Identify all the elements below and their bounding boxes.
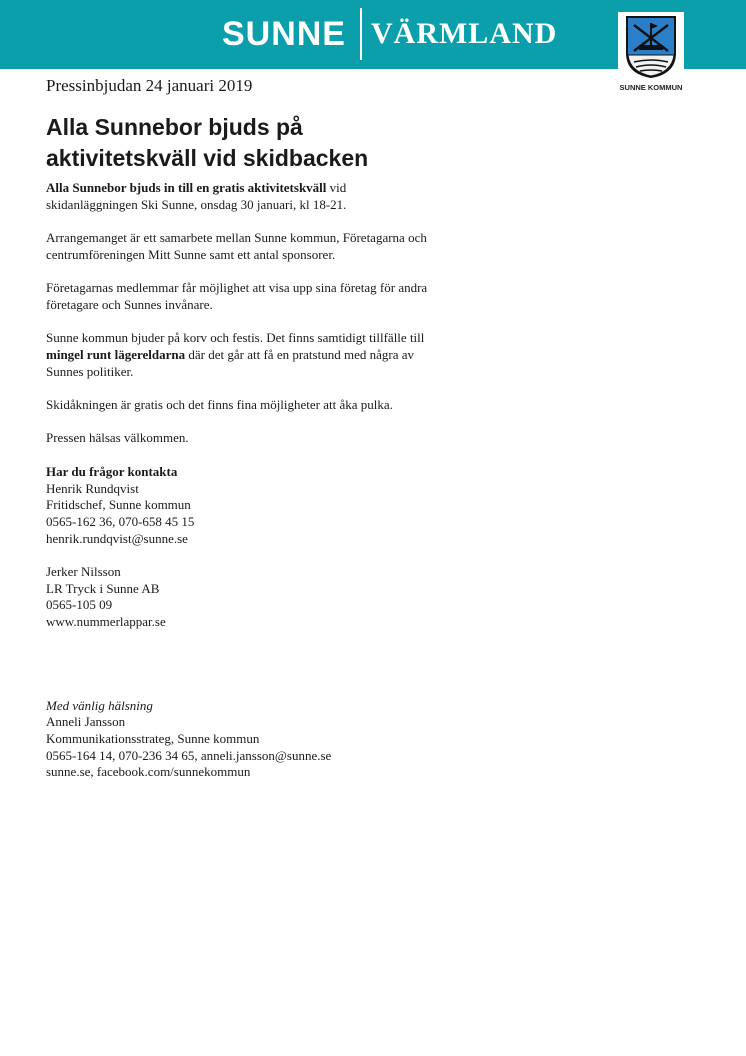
intro-rest: vid — [326, 180, 347, 195]
contact1-name: Henrik Rundqvist — [46, 480, 139, 496]
p2-line-2: centrumföreningen Mitt Sunne samt ett antal sponsorer. — [46, 246, 336, 262]
contact-block-2 — [46, 564, 466, 631]
press-release-body — [46, 180, 466, 798]
p3-line-1: Företagarnas medlemmar får möjlighet att visa upp sina företag för andra — [46, 280, 428, 296]
contacts-heading: Har du frågor kontakta — [46, 463, 178, 479]
p4-line-3: Sunnes politiker. — [46, 363, 134, 379]
contact2-company: LR Tryck i Sunne AB — [46, 580, 160, 596]
paragraph-arrangement — [46, 230, 466, 263]
headline-line-2: aktivitetskväll vid skidbacken — [46, 145, 369, 171]
coat-of-arms-icon — [618, 12, 684, 82]
intro-line-2: skidanläggningen Ski Sunne, onsdag 30 januari, kl 18-21. — [46, 196, 347, 212]
signature-block — [46, 698, 466, 782]
intro-paragraph — [46, 180, 466, 213]
contact2-name: Jerker Nilsson — [46, 564, 121, 580]
paragraph-skiing: Skidåkningen är gratis och det finns fina möjligheter att åka pulka. — [46, 397, 393, 413]
paragraph-food — [46, 330, 466, 380]
p3-line-2: företagare och Sunnes invånare. — [46, 296, 213, 312]
signature-title: Kommunikationsstrateg, Sunne kommun — [46, 730, 260, 746]
brand-divider — [360, 8, 362, 60]
contact-block-1 — [46, 464, 466, 548]
p4-bold: mingel runt lägereldarna — [46, 346, 186, 362]
signature-greeting: Med vänlig hälsning — [46, 697, 153, 713]
spacer — [46, 648, 466, 698]
brand-sunne: SUNNE — [221, 15, 346, 53]
intro-bold: Alla Sunnebor bjuds in till en gratis aktivitetskväll — [46, 180, 327, 195]
dateline: Pressinbjudan 24 januari 2019 — [46, 76, 253, 95]
signature-links: sunne.se, facebook.com/sunnekommun — [46, 764, 251, 780]
p4-line-1: Sunne kommun bjuder på korv och festis. Det finns samtidigt tillfälle till — [46, 330, 425, 346]
contact1-title: Fritidschef, Sunne kommun — [46, 497, 191, 513]
p2-line-1: Arrangemanget är ett samarbete mellan Sunne kommun, Företagarna och — [46, 230, 427, 246]
contact1-email: henrik.rundqvist@sunne.se — [46, 530, 188, 546]
logo-caption: SUNNE KOMMUN — [619, 83, 683, 92]
paragraph-members — [46, 280, 466, 313]
brand-varmland: VÄRMLAND — [371, 17, 558, 50]
p4-line-2: där det går att få en pratstund med några av — [185, 346, 414, 362]
contact2-web: www.nummerlappar.se — [46, 614, 166, 630]
signature-name: Anneli Jansson — [46, 714, 126, 730]
signature-contact: 0565-164 14, 070-236 34 65, anneli.jansson@sunne.se — [46, 747, 332, 763]
headline — [46, 112, 466, 174]
contact2-phone: 0565-105 09 — [46, 597, 113, 613]
paragraph-press: Pressen hälsas välkommen. — [46, 430, 189, 446]
headline-line-1: Alla Sunnebor bjuds på — [46, 114, 303, 140]
contact1-phone: 0565-162 36, 070-658 45 15 — [46, 513, 195, 529]
